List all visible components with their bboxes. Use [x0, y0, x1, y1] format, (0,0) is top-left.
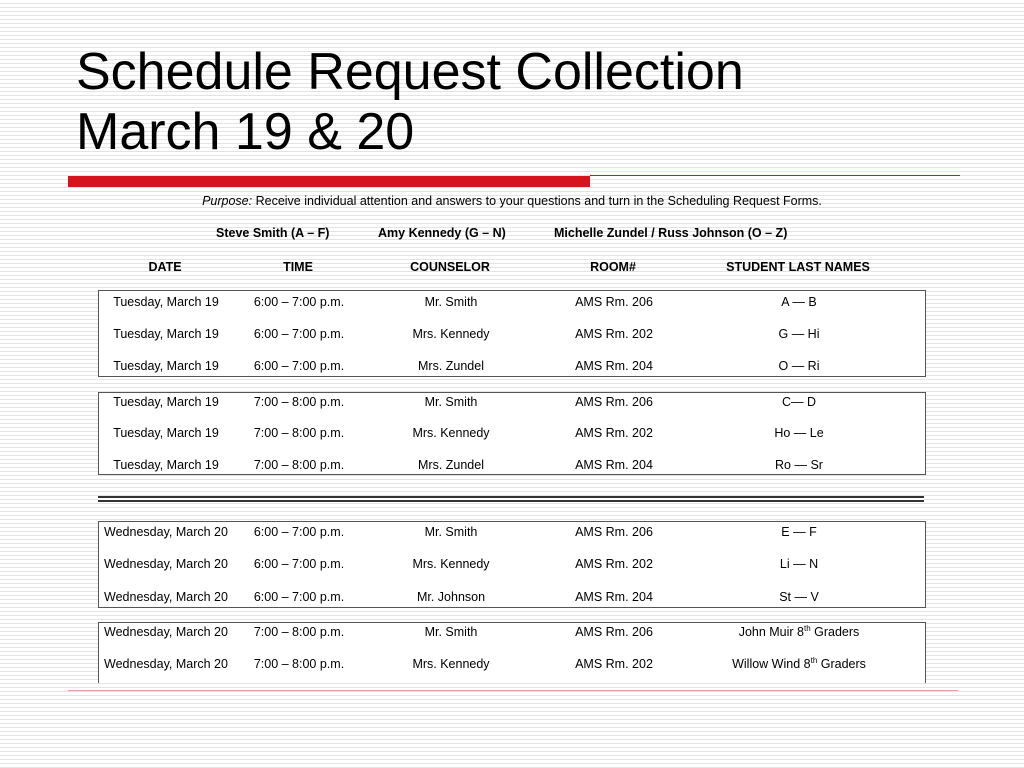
title-line-1: Schedule Request Collection	[76, 43, 744, 101]
counselor-kennedy: Amy Kennedy (G – N)	[378, 226, 506, 240]
cell-time	[233, 625, 365, 639]
cell-counselor	[365, 625, 537, 639]
cell-room	[537, 657, 691, 671]
header-student-names: STUDENT LAST NAMES	[726, 260, 870, 274]
cell-names	[691, 458, 907, 472]
date-text: Tuesday, March 19	[113, 395, 219, 409]
cell-counselor	[365, 657, 537, 671]
date-text: Wednesday, March 20	[104, 625, 228, 639]
schedule-block	[98, 392, 926, 475]
room-text: AMS Rm. 202	[575, 557, 653, 571]
cell-room	[537, 590, 691, 604]
cell-time	[233, 657, 365, 671]
cell-names	[691, 295, 907, 309]
names-text: John Muir 8	[738, 625, 804, 639]
counselor-text: Mrs. Zundel	[418, 359, 484, 373]
table-row	[99, 657, 925, 677]
cell-time	[233, 525, 365, 539]
schedule-block	[98, 290, 926, 377]
room-text: AMS Rm. 202	[575, 426, 653, 440]
counselor-text: Mr. Smith	[424, 295, 478, 309]
counselor-text: Mrs. Kennedy	[412, 557, 490, 571]
footer-line	[68, 690, 958, 691]
time-text: 6:00 – 7:00 p.m.	[253, 590, 345, 604]
date-text: Tuesday, March 19	[113, 426, 219, 440]
cell-room	[537, 458, 691, 472]
cell-room	[537, 327, 691, 341]
cell-date	[99, 327, 233, 341]
purpose-label: Purpose:	[202, 194, 253, 208]
title-line-2: March 19 & 20	[76, 103, 415, 161]
table-row	[99, 395, 925, 415]
cell-names	[691, 327, 907, 341]
cell-time	[233, 395, 365, 409]
cell-room	[537, 625, 691, 639]
cell-time	[233, 327, 365, 341]
counselor-text: Mrs. Zundel	[418, 458, 484, 472]
cell-date	[99, 295, 233, 309]
cell-names	[691, 557, 907, 571]
cell-time	[233, 359, 365, 373]
title-divider-line	[590, 175, 960, 176]
cell-date	[99, 625, 233, 639]
cell-names	[691, 657, 907, 671]
names-text: G — Hi	[778, 327, 820, 341]
time-text: 7:00 – 8:00 p.m.	[253, 625, 345, 639]
cell-time	[233, 557, 365, 571]
time-text: 7:00 – 8:00 p.m.	[253, 395, 345, 409]
room-text: AMS Rm. 202	[575, 327, 653, 341]
time-text: 6:00 – 7:00 p.m.	[253, 327, 345, 341]
room-text: AMS Rm. 206	[575, 525, 653, 539]
ordinal-suffix: th	[804, 623, 811, 633]
time-text: 6:00 – 7:00 p.m.	[253, 359, 345, 373]
time-text: 7:00 – 8:00 p.m.	[253, 458, 345, 472]
cell-date	[99, 359, 233, 373]
names-text: Willow Wind 8	[732, 657, 811, 671]
slide-title	[76, 42, 744, 162]
cell-room	[537, 525, 691, 539]
table-row	[99, 458, 925, 478]
cell-names	[691, 426, 907, 440]
schedule-block	[98, 622, 926, 683]
cell-date	[99, 557, 233, 571]
cell-counselor	[365, 557, 537, 571]
date-text: Wednesday, March 20	[104, 525, 228, 539]
table-row	[99, 359, 925, 379]
names-text: O — Ri	[778, 359, 820, 373]
cell-room	[537, 557, 691, 571]
counselor-text: Mr. Smith	[424, 395, 478, 409]
cell-time	[233, 426, 365, 440]
room-text: AMS Rm. 202	[575, 657, 653, 671]
cell-counselor	[365, 426, 537, 440]
cell-counselor	[365, 327, 537, 341]
date-text: Wednesday, March 20	[104, 590, 228, 604]
room-text: AMS Rm. 206	[575, 295, 653, 309]
date-text: Tuesday, March 19	[113, 458, 219, 472]
cell-time	[233, 590, 365, 604]
names-text: St — V	[779, 590, 819, 604]
cell-time	[233, 458, 365, 472]
room-text: AMS Rm. 206	[575, 625, 653, 639]
date-text: Tuesday, March 19	[113, 327, 219, 341]
cell-counselor	[365, 458, 537, 472]
counselor-text: Mr. Johnson	[416, 590, 486, 604]
counselor-text: Mrs. Kennedy	[412, 657, 490, 671]
time-text: 7:00 – 8:00 p.m.	[253, 426, 345, 440]
room-text: AMS Rm. 204	[575, 458, 653, 472]
cell-time	[233, 295, 365, 309]
counselor-text: Mr. Smith	[424, 625, 478, 639]
cell-names	[691, 525, 907, 539]
header-time: TIME	[283, 260, 313, 274]
table-row	[99, 625, 925, 645]
cell-counselor	[365, 525, 537, 539]
cell-date	[99, 395, 233, 409]
room-text: AMS Rm. 204	[575, 359, 653, 373]
cell-names	[691, 359, 907, 373]
date-text: Wednesday, March 20	[104, 657, 228, 671]
cell-counselor	[365, 359, 537, 373]
date-text: Tuesday, March 19	[113, 295, 219, 309]
room-text: AMS Rm. 204	[575, 590, 653, 604]
cell-counselor	[365, 295, 537, 309]
cell-room	[537, 426, 691, 440]
purpose-text: Receive individual attention and answers to your questions and turn in the Scheduling Request Forms.	[255, 194, 822, 208]
names-text: Li — N	[779, 557, 819, 571]
cell-date	[99, 590, 233, 604]
cell-date	[99, 525, 233, 539]
schedule-block	[98, 521, 926, 608]
time-text: 6:00 – 7:00 p.m.	[253, 525, 345, 539]
counselor-zundel-johnson: Michelle Zundel / Russ Johnson (O – Z)	[554, 226, 788, 240]
table-row	[99, 295, 925, 315]
time-text: 7:00 – 8:00 p.m.	[253, 657, 345, 671]
names-tail-text: Graders	[810, 625, 860, 639]
cell-date	[99, 426, 233, 440]
counselor-text: Mrs. Kennedy	[412, 426, 490, 440]
names-text: Ro — Sr	[775, 458, 823, 472]
cell-room	[537, 295, 691, 309]
title-divider-bar	[68, 176, 590, 187]
names-tail-text: Graders	[817, 657, 866, 671]
table-row	[99, 426, 925, 446]
date-text: Wednesday, March 20	[104, 557, 228, 571]
cell-date	[99, 657, 233, 671]
counselor-text: Mrs. Kennedy	[412, 327, 490, 341]
table-row	[99, 525, 925, 545]
counselor-text: Mr. Smith	[424, 525, 478, 539]
header-date: DATE	[148, 260, 182, 274]
header-room: ROOM#	[590, 260, 636, 274]
names-text: A — B	[781, 295, 817, 309]
header-counselor: COUNSELOR	[410, 260, 490, 274]
cell-counselor	[365, 590, 537, 604]
names-text: E — F	[781, 525, 817, 539]
cell-room	[537, 395, 691, 409]
table-row	[99, 327, 925, 347]
cell-counselor	[365, 395, 537, 409]
table-row	[99, 590, 925, 610]
time-text: 6:00 – 7:00 p.m.	[253, 557, 345, 571]
table-row	[99, 557, 925, 577]
date-text: Tuesday, March 19	[113, 359, 219, 373]
time-text: 6:00 – 7:00 p.m.	[253, 295, 345, 309]
cell-room	[537, 359, 691, 373]
section-separator	[98, 496, 924, 502]
cell-names	[691, 625, 907, 639]
names-text: C— D	[781, 395, 817, 409]
cell-names	[691, 395, 907, 409]
ordinal-suffix: th	[810, 655, 818, 665]
counselor-smith: Steve Smith (A – F)	[216, 226, 330, 240]
cell-names	[691, 590, 907, 604]
purpose-statement	[0, 194, 1024, 208]
room-text: AMS Rm. 206	[575, 395, 653, 409]
cell-date	[99, 458, 233, 472]
names-text: Ho — Le	[774, 426, 824, 440]
